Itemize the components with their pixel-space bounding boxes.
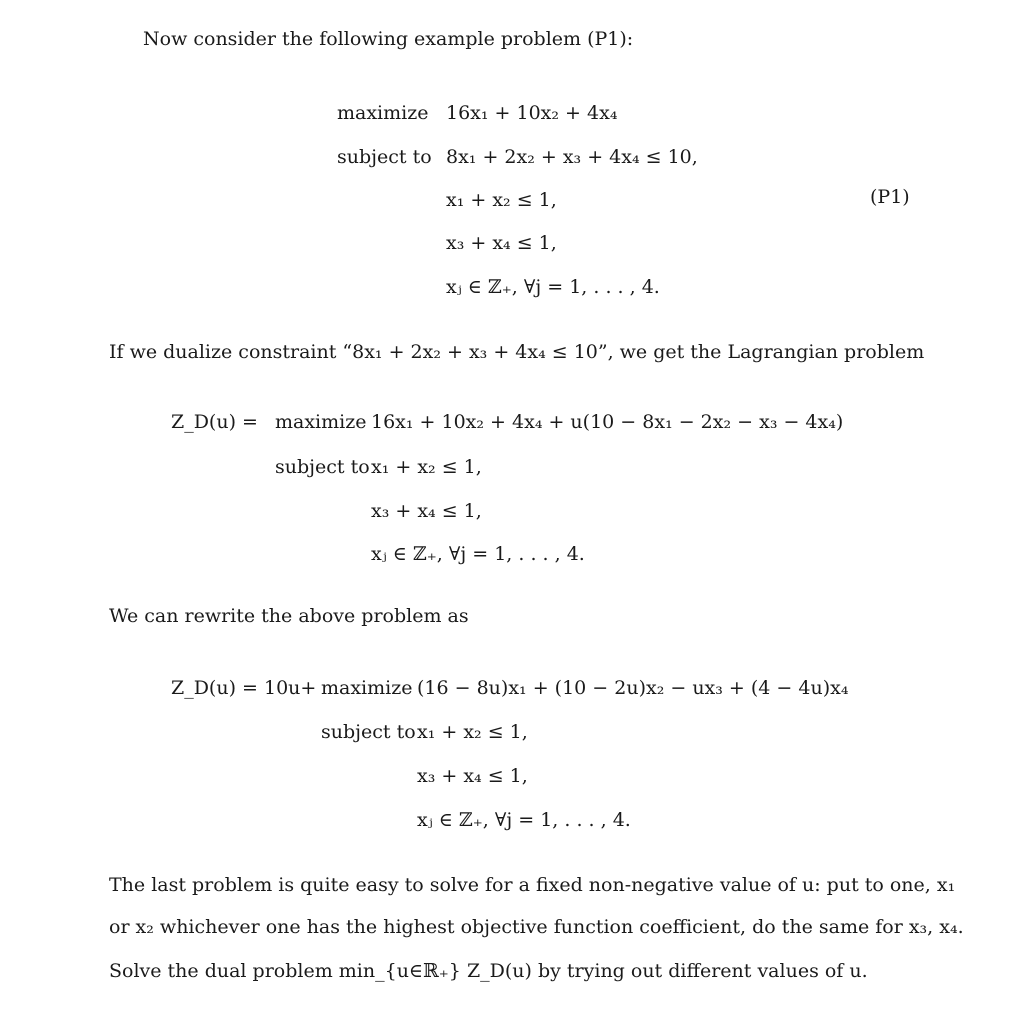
paragraph-rewrite: We can rewrite the above problem as <box>109 605 469 627</box>
lag1-objective: 16x₁ + 10x₂ + 4x₄ + u(10 − 8x₁ − 2x₂ − x₃ − 4x₄) <box>371 411 844 433</box>
p1-objective: 16x₁ + 10x₂ + 4x₄ <box>446 102 618 124</box>
lag1-lhs: Z_D(u) = <box>171 411 258 433</box>
paragraph-solution-line-2: or x₂ whichever one has the highest objective function coefficient, do the same for x₃, x₄. <box>109 916 964 938</box>
lag2-constraint-3: xⱼ ∈ ℤ₊, ∀j = 1, . . . , 4. <box>417 809 631 831</box>
lag2-objective: (16 − 8u)x₁ + (10 − 2u)x₂ − ux₃ + (4 − 4u)x₄ <box>417 677 849 699</box>
paragraph-solution-line-1: The last problem is quite easy to solve for a fixed non-negative value of u: put to one, x₁ <box>109 874 956 896</box>
paragraph-dualize: If we dualize constraint “8x₁ + 2x₂ + x₃ + 4x₄ ≤ 10”, we get the Lagrangian problem <box>109 341 925 363</box>
lag2-subject-to-label: subject to <box>321 721 416 743</box>
lag2-constraint-2: x₃ + x₄ ≤ 1, <box>417 765 528 787</box>
p1-constraint-4: xⱼ ∈ ℤ₊, ∀j = 1, . . . , 4. <box>446 276 660 298</box>
lag1-maximize-label: maximize <box>275 411 367 433</box>
p1-constraint-3: x₃ + x₄ ≤ 1, <box>446 232 557 254</box>
lag2-lhs: Z_D(u) = 10u+ <box>171 677 317 699</box>
p1-subject-to-label: subject to <box>337 146 432 168</box>
intro-text: Now consider the following example problem (P1): <box>143 28 634 50</box>
lag2-constraint-1: x₁ + x₂ ≤ 1, <box>417 721 528 743</box>
lag1-constraint-3: xⱼ ∈ ℤ₊, ∀j = 1, . . . , 4. <box>371 543 585 565</box>
paragraph-solution-line-3: Solve the dual problem min_{u∈ℝ₊} Z_D(u) by trying out different values of u. <box>109 960 868 982</box>
p1-equation-tag: (P1) <box>870 186 910 208</box>
lag1-constraint-2: x₃ + x₄ ≤ 1, <box>371 500 482 522</box>
p1-constraint-1: 8x₁ + 2x₂ + x₃ + 4x₄ ≤ 10, <box>446 146 698 168</box>
lag1-constraint-1: x₁ + x₂ ≤ 1, <box>371 456 482 478</box>
p1-constraint-2: x₁ + x₂ ≤ 1, <box>446 189 557 211</box>
lag2-maximize-label: maximize <box>321 677 413 699</box>
p1-maximize-label: maximize <box>337 102 429 124</box>
lag1-subject-to-label: subject to <box>275 456 370 478</box>
